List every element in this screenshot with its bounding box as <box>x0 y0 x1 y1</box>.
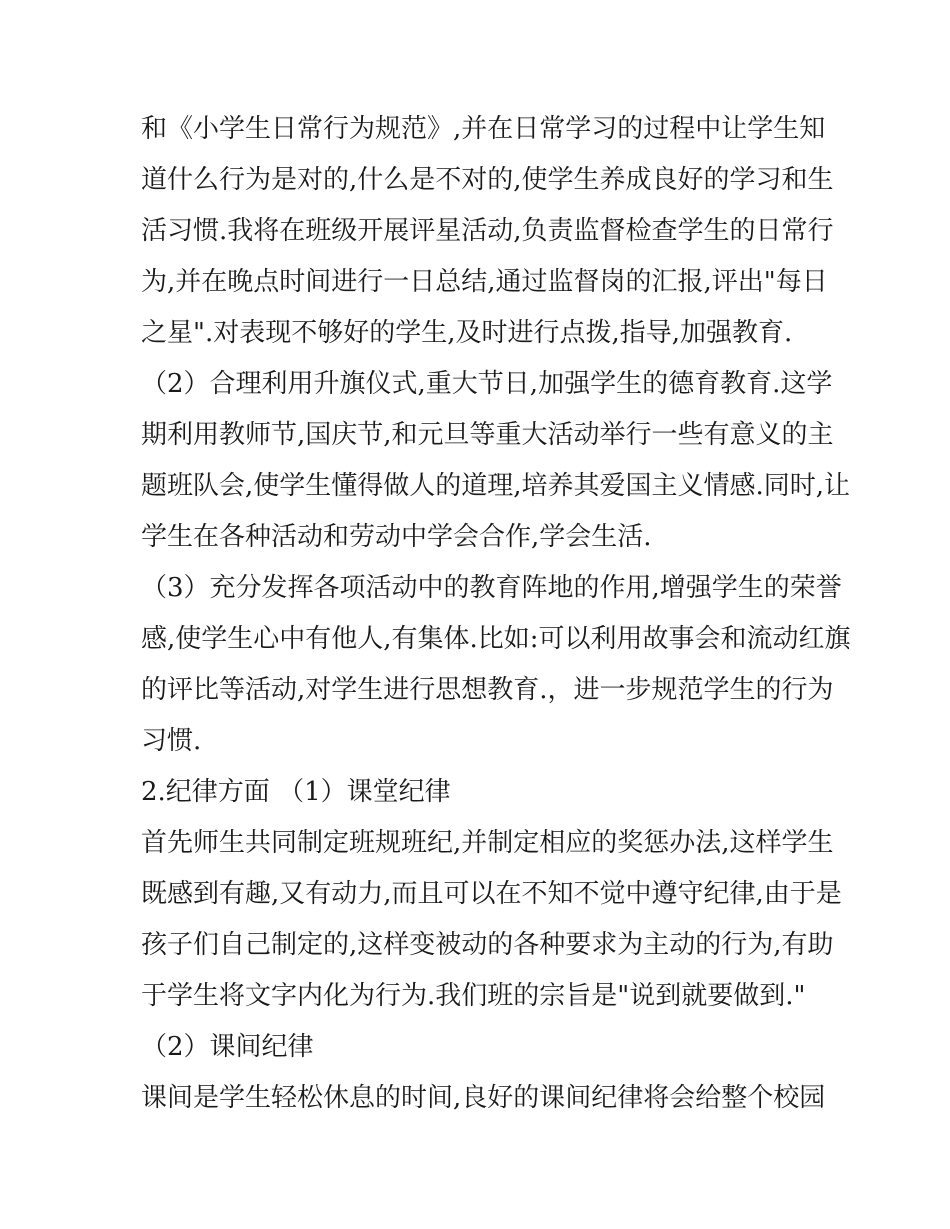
text-line: 学生在各种活动和劳动中学会合作,学会生活. <box>141 522 652 552</box>
text-line: 于学生将文字内化为行为.我们班的宗旨是"说到就要做到." <box>141 981 806 1011</box>
text-line: 习惯. <box>141 726 202 756</box>
text-line: 为,并在晚点时间进行一日总结,通过监督岗的汇报,评出"每日 <box>141 267 828 297</box>
text-line: 题班队会,使学生懂得做人的道理,培养其爱国主义情感.同时,让 <box>141 471 851 501</box>
text-line: 期利用教师节,国庆节,和元旦等重大活动举行一些有意义的主 <box>141 420 834 450</box>
text-line: 首先师生共同制定班规班纪,并制定相应的奖惩办法,这样学生 <box>141 828 834 858</box>
section-heading: 2.纪律方面 （1）课堂纪律 <box>141 777 451 807</box>
text-line: 的评比等活动,对学生进行思想教育.，进一步规范学生的行为 <box>141 675 834 705</box>
text-line: 课间是学生轻松休息的时间,良好的课间纪律将会给整个校园 <box>141 1083 826 1113</box>
text-line: 之星".对表现不够好的学生,及时进行点拨,指导,加强教育. <box>141 318 793 348</box>
text-line: 活习惯.我将在班级开展评星活动,负责监督检查学生的日常行 <box>141 216 834 246</box>
text-line: 感,使学生心中有他人,有集体.比如:可以利用故事会和流动红旗 <box>141 624 851 654</box>
text-line: 孩子们自己制定的,这样变被动的各种要求为主动的行为,有助 <box>141 930 834 960</box>
text-line: 道什么行为是对的,什么是不对的,使学生养成良好的学习和生 <box>141 165 834 195</box>
text-line: 和《小学生日常行为规范》,并在日常学习的过程中让学生知 <box>141 114 826 144</box>
text-line: 既感到有趣,又有动力,而且可以在不知不觉中遵守纪律,由于是 <box>141 879 842 909</box>
subsection-heading: （2）课间纪律 <box>141 1032 314 1062</box>
text-line: （2）合理利用升旗仪式,重大节日,加强学生的德育教育.这学 <box>141 369 833 399</box>
text-line: （3）充分发挥各项活动中的教育阵地的作用,增强学生的荣誉 <box>141 573 842 603</box>
